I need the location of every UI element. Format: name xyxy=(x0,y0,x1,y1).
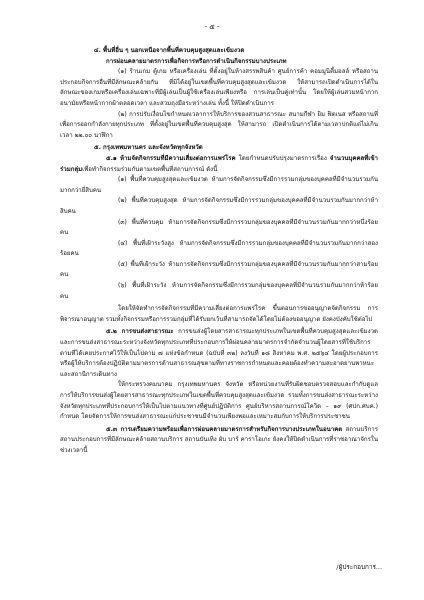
text-run: (๕) พื้นที่เฝ้าระวัง ห้ามการจัดกิจกรรมซึ่งมีการรวมกลุ่มของบุคคลที่มีจำนวนรวมกันมากกว่าสามร้อยคน xyxy=(60,260,378,279)
text-run: (๖) พื้นที่เฝ้าระวัง ห้ามการจัดกิจกรรมซึ่งมีการรวมกลุ่มของบุคคลที่มีจำนวนรวมกันมากกว่าห้าร้อยคน xyxy=(60,282,378,300)
paragraph xyxy=(60,143,378,154)
bold-text: ๕.๓ การเตรียมความพร้อมเพื่อการผ่อนคลายมาตรการสำหรับกิจการบางประเภทในอนาคต xyxy=(106,425,343,433)
bold-text: การผ่อนคลายมาตรการเพื่อกิจการหรือการดำเนินกิจกรรมบางประเภท xyxy=(106,57,287,65)
text-run: โดยกำหนดปรับปรุงมาตรการเรื่อง xyxy=(235,154,330,162)
document-body xyxy=(60,46,378,457)
text-run: สถานบริการ สถานประกอบการที่มีลักษณะคล้ายสถานบริการ สถานบันเทิง ผับ บาร์ คาราโอเกะ ยังคงให้ปิดดำเนินการที่ราชอาณาจักรในช่วงเวลานี้ xyxy=(60,425,378,454)
page-number: - ๕ - xyxy=(204,23,220,31)
bold-text: ๕.๑ ห้ามจัดกิจกรรมที่มีความเสี่ยงต่อการแพร่โรค xyxy=(106,154,236,162)
paragraph xyxy=(60,425,378,457)
text-run: (๒) พื้นที่ควบคุมสูงสุด ห้ามการจัดกิจกรรมซึ่งมีการรวมกลุ่มของบุคคลที่มีจำนวนรวมกันมากกว่าห้าสิบคน xyxy=(60,197,378,215)
paragraph xyxy=(60,304,378,325)
text-run: การขนส่งผู้โดยสารสาธารณะทุกประเภทในเขตพื้นที่ควบคุมสูงสุดและเข้มงวด และการขนส่งสาธารณะระหว่างจังหวัดทุกประเภทที่ประกอบการให้ผ่อนคลายมาตรการจำกัดจำนวนผู้โดยสารที่ใช้บริการตามที่ได้เคยประกาศไว้ให้เป็นไปตาม ๗ แห่งข้อกำหนด (ฉบับที่ ๓๒) ลงวันที่ ๑๘ สิงหาคม พ.ศ. ๒๕๖๔ โดยผู้ประกอบการหรือผู้ให้บริการต้องปฏิบัติตามมาตรการด้านสาธารณสุขตามที่ทางราชการกำหนดและคอยต้องทำความสะอาดยานพาหนะและสถานีการเดินทาง xyxy=(60,328,378,378)
paragraph xyxy=(60,281,378,302)
paragraph xyxy=(60,218,378,239)
text-run: (๑) ร้านเกม ตู้เกม หรือเครื่องเล่น ที่ตั้งอยู่ในห้างสรรพสินค้า ศูนย์การค้า คอมมูนิตี้มอลล์ หรือสถานประกอบกิจการอื่นที่มีลักษณะคล้ายกัน ที่มิได้อยู่ในเขตพื้นที่ควบคุมสูงสุดและเข้มงวด ให้สามารถเปิดดำเนินการได้ในลักษณะของเกมหรือเครื่องเล่นเฉพาะที่มีผู้เล่นเป็นผู้ใช้เครื่องเล่นเพียงหรือ การเล่นเป็นคู่เท่านั้น โดยให้ผู้เล่นสวมหน้ากากอนามัยหรือหน้ากากผ้าตลอดเวลา และสวมถุงมือระหว่างเล่น ทั้งนี้ ให้ปิดดำเนินการ xyxy=(60,68,378,107)
paragraph xyxy=(60,327,378,380)
text-run: (๔) พื้นที่เฝ้าระวังสูง ห้ามการจัดกิจกรรมซึ่งมีการรวมกลุ่มของบุคคลที่มีจำนวนรวมกันมากกว่าสองร้อยคน xyxy=(60,239,378,258)
paragraph xyxy=(60,196,378,217)
paragraph xyxy=(60,110,378,142)
paragraph xyxy=(60,175,378,196)
text-run: โดยให้จัดทำการจัดกิจกรรมที่มีความเสี่ยงต่อการแพร่โรค ขึ้นตอนการขออนุญาตจัดกิจกรรม การพิจารณาอนุญาต รวมทั้งกิจกรรมหรือการรวมกลุ่มที่ได้รับยกเว้นที่สามารถจัดได้โดยไม่ต้องขออนุญาต ยังคงบังคับใช้ต่อไป xyxy=(60,305,378,323)
paragraph xyxy=(60,57,378,68)
paragraph xyxy=(60,260,378,281)
continuation-footer: /ผู้ประกอบการ... xyxy=(336,563,382,571)
text-run: (๓) พื้นที่ควบคุม ห้ามการจัดกิจกรรมซึ่งมีการรวมกลุ่มของบุคคลที่มีจำนวนรวมกันมากกว่าหนึ่งร้อยคน xyxy=(60,218,378,237)
text-run: (๒) การปรับเงื่อนไขกำหนดเวลาการให้บริการของสวนสาธารณะ สนามกีฬา ยิม ฟิตเนส หรือสถานที่เพื่อการออกกำลังกายทุกประเภท ที่ตั้งอยู่ในเขตพื้นที่ควบคุมสูงสุด ให้สามารถ เปิดดำเนินการได้ตามเวลาปกติแต่ไม่เกินเวลา ๒๒.๐๐ นาฬิกา xyxy=(60,110,378,139)
paragraph xyxy=(60,46,378,57)
bold-text: จำนวนบุคคลที่เข้าร่วมกลุ่ม xyxy=(60,154,378,173)
bold-text: ๕.๒ การขนส่งสาธารณะ xyxy=(106,328,174,336)
bold-text: ๕. กรุงเทพมหานคร และจังหวัดทุกจังหวัด xyxy=(94,144,203,152)
text-run: ให้กระทรวงคมนาคม กรุงเทพมหานคร จังหวัด หรือหน่วยงานที่รับผิดชอบตรวจสอบและกำกับดูแลการให้บริการขนส่งผู้โดยสารสาธารณะทุกประเภทในเขตพื้นที่ควบคุมสูงสุดและเข้มงวด รวมทั้งการขนส่งสาธารณะระหว่างจังหวัดทุกประเภทที่ประกอบการให้เป็นไปตามแนวทางที่ศูนย์ปฏิบัติการ ศูนย์บริหารสถานการณ์โควิด – ๑๙ (ศปก.ศบค.) กำหนด โดยจัดการให้การขนส่งสาธารณะแก่ประชาชนมีจำนวนเพียงพอและเหมาะสมกับการให้บริการประชาชน xyxy=(60,381,378,421)
paragraph xyxy=(60,380,378,422)
text-run: เพื่อทำกิจกรรมร่วมกันตามเขตพื้นที่สถานการณ์ ดังนี้ xyxy=(82,165,218,173)
paragraph xyxy=(60,67,378,109)
bold-text: ๔. พื้นที่อื่น ๆ นอกเหนือจากพื้นที่ควบคุมสูงสุดและเข้มงวด xyxy=(94,47,245,54)
text-run: (๑) พื้นที่ควบคุมสูงสุดและเข้มงวด ห้ามการจัดกิจกรรมซึ่งมีการรวมกลุ่มของบุคคลที่มีจำนวนรวมกันมากกว่ายี่สิบคน xyxy=(60,176,378,194)
paragraph xyxy=(60,154,378,175)
paragraph xyxy=(60,239,378,260)
